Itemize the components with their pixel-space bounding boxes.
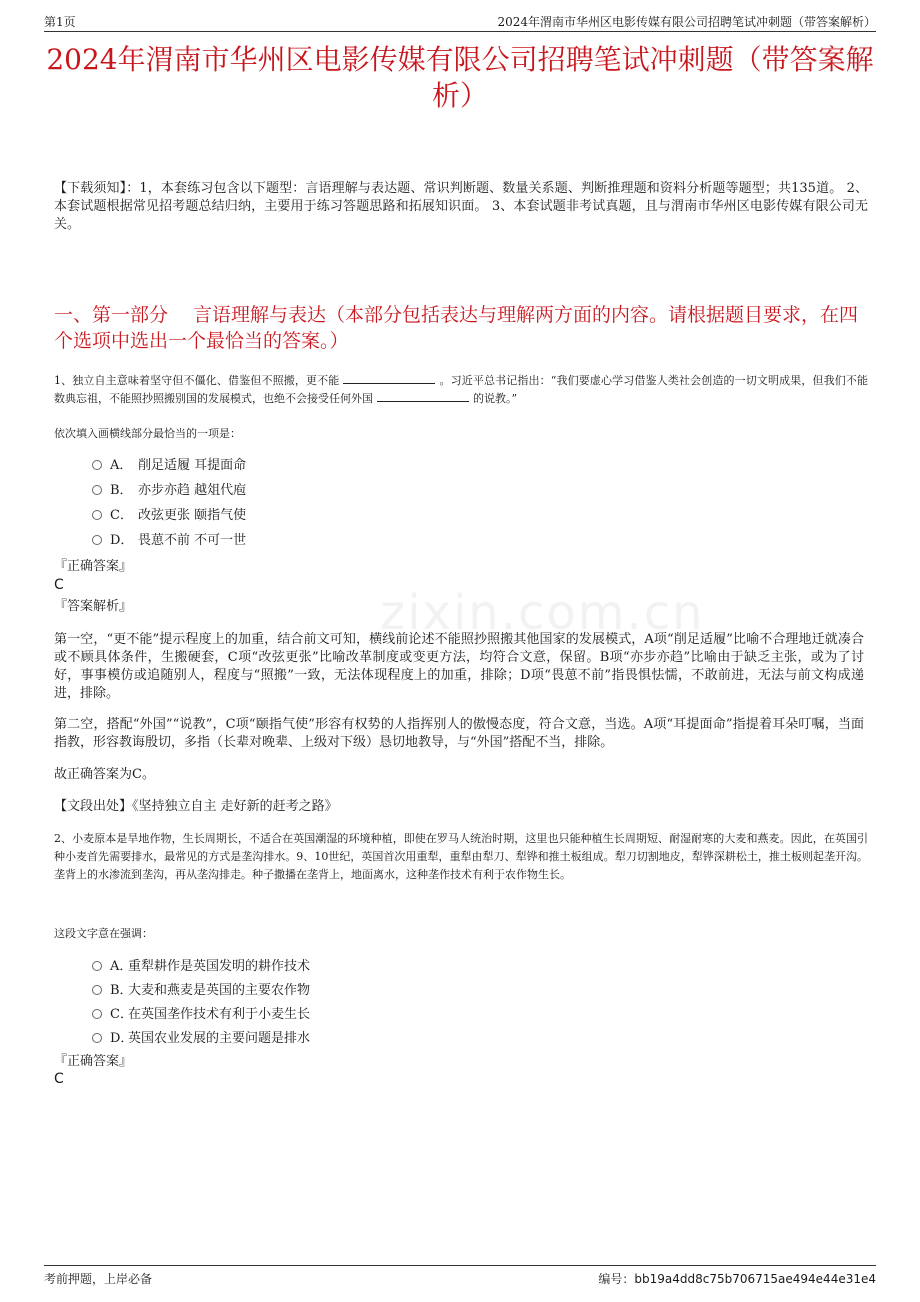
question-1-prompt: 依次填入画横线部分最恰当的一项是： — [54, 427, 241, 440]
option-c[interactable]: C． 改弦更张 颐指气使 — [92, 506, 246, 531]
download-notice: 【下载须知】：1，本套练习包含以下题型：言语理解与表达题、常识判断题、数量关系题、判断推理题和资料分析题等题型；共135道。 2、本套试题根据常见招考题总结归纳，主要用于练习答题思路和拓展知识面。 3、本套试题非考试真题，且与渭南市华州区电影传媒有限公司无关。 — [54, 181, 868, 232]
option-c[interactable]: C．在英国垄作技术有利于小麦生长 — [92, 1005, 310, 1029]
radio-icon[interactable] — [92, 1033, 102, 1043]
source-note: 【文段出处】《坚持独立自主 走好新的赶考之路》 — [54, 799, 338, 814]
question-1-text-part2: 。习近平总书记指出：“我们要虚心学习借鉴人类社会创造的一切文明成果，但我们不能数典忘祖，不能照抄照搬别国的发展模式，也绝不会接受任何外国 — [54, 374, 869, 405]
question-1-text-part3: 的说教。” — [473, 392, 518, 405]
correct-answer-label: 『正确答案』 — [54, 559, 133, 574]
question-2-options — [92, 957, 310, 1053]
option-b[interactable]: B． 亦步亦趋 越俎代庖 — [92, 481, 246, 506]
analysis-paragraph-1: 第一空，“更不能”提示程度上的加重，结合前文可知，横线前论述不能照抄照搬其他国家的发展模式，A项“削足适履”比喻不合理地迁就凑合或不顾具体条件，生搬硬套，C项“改弦更张”比喻改革制度或变更方法，均符合文意，保留。B项“亦步亦趋”比喻由于缺乏主张，或为了讨好，事事模仿或追随别人，程度与“照搬”一致，无法体现程度上的加重，排除；D项“畏葸不前”指畏惧怯懦，不敢前进，无法与前文构成递进，排除。 — [54, 632, 864, 701]
radio-icon[interactable] — [92, 535, 102, 545]
section-heading: 一、第一部分 言语理解与表达（本部分包括表达与理解两方面的内容。请根据题目要求，在四个选项中选出一个最恰当的答案。） — [54, 304, 859, 352]
radio-icon[interactable] — [92, 460, 102, 470]
watermark: zixin.com.cn — [380, 585, 705, 641]
page-number: 第1页 — [44, 15, 76, 29]
radio-icon[interactable] — [92, 510, 102, 520]
option-b[interactable]: B．大麦和燕麦是英国的主要农作物 — [92, 981, 310, 1005]
analysis-conclusion: 故正确答案为C。 — [54, 767, 155, 782]
option-a[interactable]: A． 削足适履 耳提面命 — [92, 456, 246, 481]
correct-answer-label: 『正确答案』 — [54, 1054, 133, 1069]
fill-blank-1 — [343, 372, 435, 384]
question-2-stem: 2、小麦原本是旱地作物，生长周期长，不适合在英国潮湿的环境种植，即使在罗马人统治时期，这里也只能种植生长周期短、耐湿耐寒的大麦和燕麦。因此，在英国引种小麦首先需要排水，最常见的方式是垄沟排水。9、10世纪，英国首次用重犁，重犁由犁刀、犁铧和推土板组成。犁刀切割地皮，犁铧深耕松土，推土板则起垄开沟。垄背上的水渗流到垄沟，再从垄沟排走。种子撒播在垄背上，地面离水，这种垄作技术有利于农作物生长。 — [54, 832, 868, 881]
radio-icon[interactable] — [92, 1009, 102, 1019]
document-code: 编号：bb19a4dd8c75b706715ae494e44e31e4 — [598, 1272, 876, 1286]
option-d[interactable]: D． 畏葸不前 不可一世 — [92, 531, 246, 556]
document-title: 2024年渭南市华州区电影传媒有限公司招聘笔试冲刺题（带答案解析） — [46, 43, 874, 112]
question-1-stem — [54, 372, 868, 408]
radio-icon[interactable] — [92, 961, 102, 971]
option-d[interactable]: D．英国农业发展的主要问题是排水 — [92, 1029, 310, 1053]
correct-answer: C — [54, 1071, 64, 1087]
page-header — [44, 13, 876, 32]
analysis-label: 『答案解析』 — [54, 599, 133, 614]
option-a[interactable]: A．重犁耕作是英国发明的耕作技术 — [92, 957, 310, 981]
analysis-paragraph-2: 第二空，搭配“外国”“说教”，C项“颐指气使”形容有权势的人指挥别人的傲慢态度，符合文意，当选。A项“耳提面命”指提着耳朵叮嘱，当面指教，形容教诲殷切，多指（长辈对晚辈、上级对下级）恳切地教导，与“外国”搭配不当，排除。 — [54, 717, 864, 750]
fill-blank-2 — [377, 390, 469, 402]
radio-icon[interactable] — [92, 485, 102, 495]
question-2-prompt: 这段文字意在强调： — [54, 927, 153, 940]
correct-answer: C — [54, 577, 64, 593]
question-1-text-part1: 1、独立自主意味着坚守但不僵化、借鉴但不照搬，更不能 — [54, 374, 340, 387]
radio-icon[interactable] — [92, 985, 102, 995]
page-footer — [44, 1265, 876, 1286]
question-1-options — [92, 456, 246, 556]
footer-slogan: 考前押题，上岸必备 — [44, 1272, 153, 1286]
header-doc-title: 2024年渭南市华州区电影传媒有限公司招聘笔试冲刺题（带答案解析） — [497, 15, 876, 29]
